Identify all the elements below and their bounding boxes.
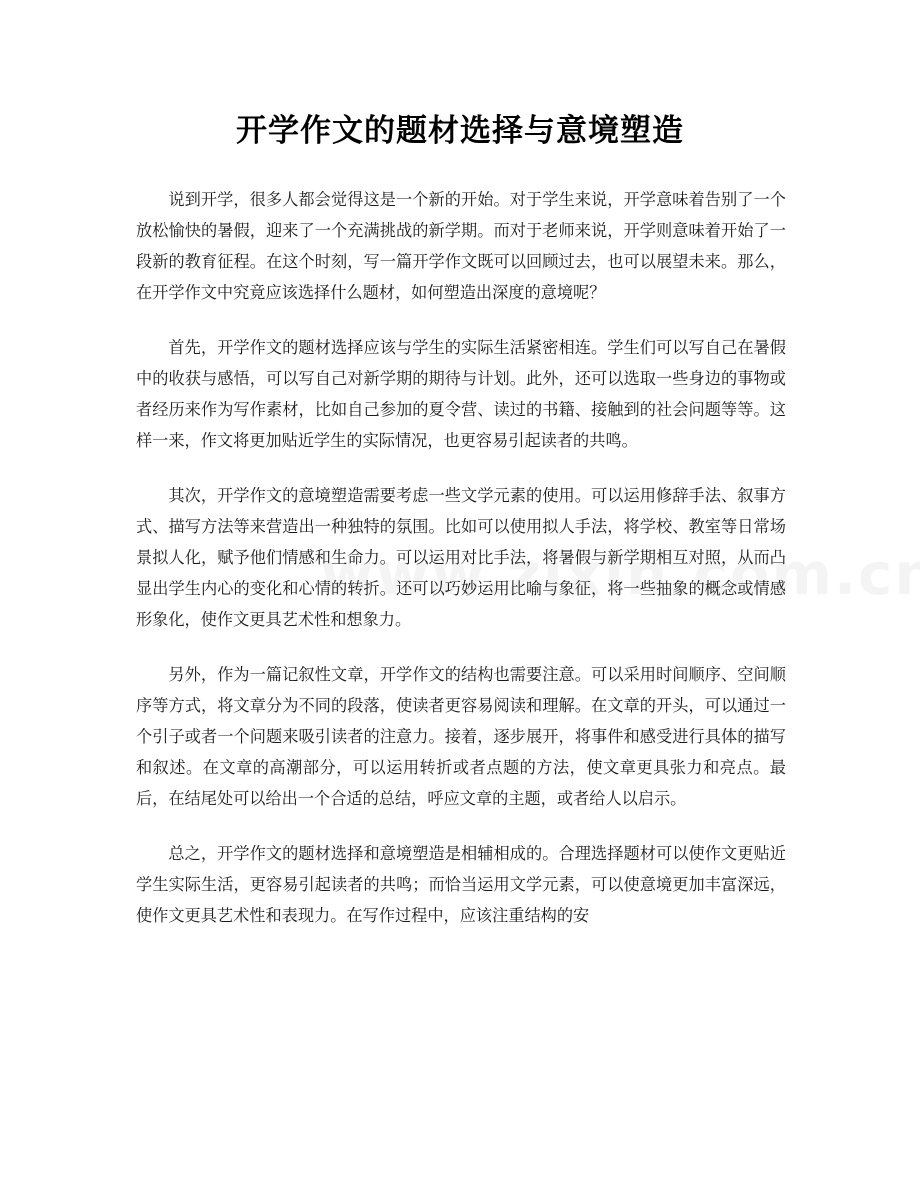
document-body bbox=[136, 184, 786, 955]
paragraph-5: 总之，开学作文的题材选择和意境塑造是相辅相成的。合理选择题材可以使作文更贴近学生实际生活，更容易引起读者的共鸣；而恰当运用文学元素，可以使意境更加丰富深远，使作文更具艺术性和表现力。在写作过程中，应该注重结构的安 bbox=[136, 844, 786, 925]
paragraph-3: 其次，开学作文的意境塑造需要考虑一些文学元素的使用。可以运用修辞手法、叙事方式、描写方法等来营造出一种独特的氛围。比如可以使用拟人手法，将学校、教室等日常场景拟人化，赋予他们情感和生命力。可以运用对比手法，将暑假与新学期相互对照，从而凸显出学生内心的变化和心情的转折。还可以巧妙运用比喻与象征，将一些抽象的概念或情感形象化，使作文更具艺术性和想象力。 bbox=[136, 486, 786, 629]
paragraph-1: 说到开学，很多人都会觉得这是一个新的开始。对于学生来说，开学意味着告别了一个放松愉快的暑假，迎来了一个充满挑战的新学期。而对于老师来说，开学则意味着开始了一段新的教育征程。在这个时刻，写一篇开学作文既可以回顾过去，也可以展望未来。那么，在开学作文中究竟应该选择什么题材，如何塑造出深度的意境呢？ bbox=[136, 190, 786, 302]
paragraph-4: 另外，作为一篇记叙性文章，开学作文的结构也需要注意。可以采用时间顺序、空间顺序等方式，将文章分为不同的段落，使读者更容易阅读和理解。在文章的开头，可以通过一个引子或者一个问题来吸引读者的注意力。接着，逐步展开，将事件和感受进行具体的描写和叙述。在文章的高潮部分，可以运用转折或者点题的方法，使文章更具张力和亮点。最后，在结尾处可以给出一个合适的总结，呼应文章的主题，或者给人以启示。 bbox=[136, 665, 786, 808]
paragraph-2: 首先，开学作文的题材选择应该与学生的实际生活紧密相连。学生们可以写自己在暑假中的收获与感悟，可以写自己对新学期的期待与计划。此外，还可以选取一些身边的事物或者经历来作为写作素材，比如自己参加的夏令营、读过的书籍、接触到的社会问题等等。这样一来，作文将更加贴近学生的实际情况，也更容易引起读者的共鸣。 bbox=[136, 338, 786, 450]
document-title: 开学作文的题材选择与意境塑造 bbox=[236, 113, 684, 149]
